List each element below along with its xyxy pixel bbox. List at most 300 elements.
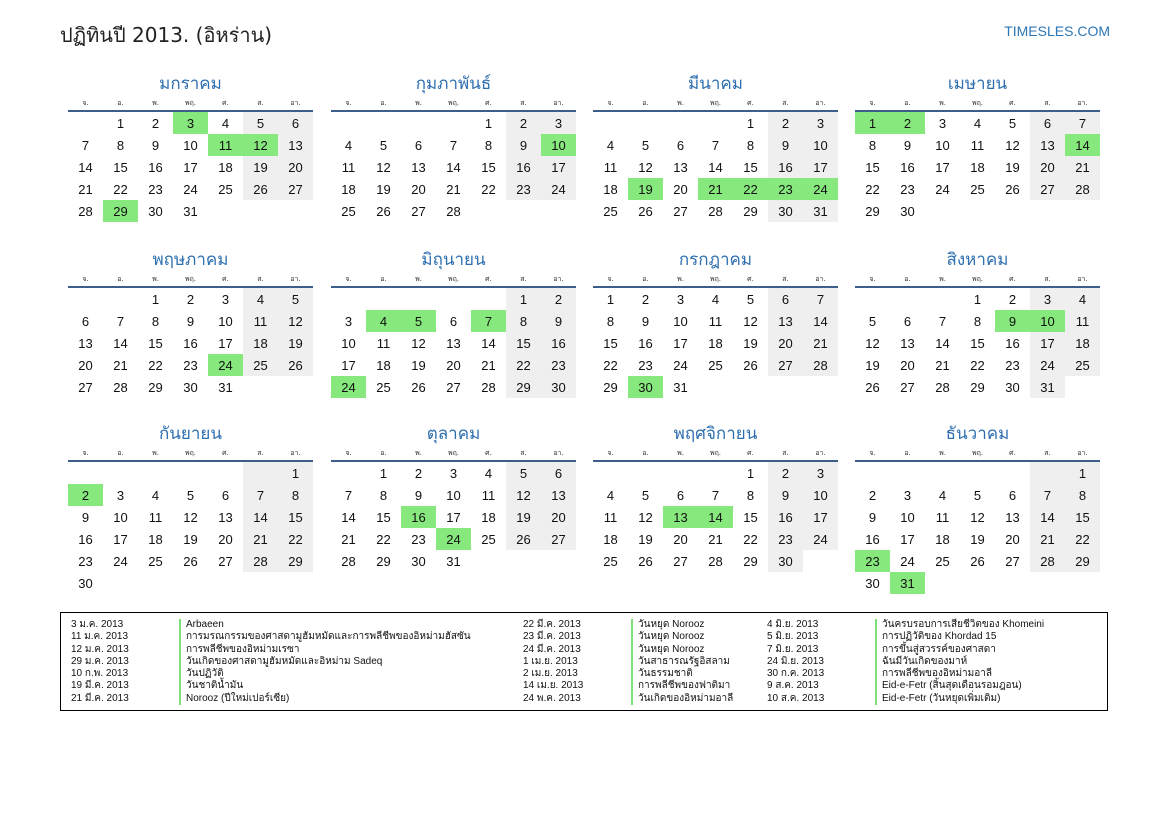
- empty-cell: [960, 462, 995, 484]
- day-cell: 11: [208, 134, 243, 156]
- day-cell: 7: [344, 487, 353, 503]
- holiday-date: 10 ส.ค. 2013: [767, 692, 825, 704]
- day-cell: 22: [743, 531, 758, 547]
- day-cell: 30: [865, 575, 880, 591]
- day-cell: 26: [243, 178, 278, 200]
- day-cell: 11: [148, 509, 163, 525]
- day-cell: 24: [436, 528, 471, 550]
- day-cell: 17: [803, 156, 838, 178]
- day-cell: 8: [973, 313, 982, 329]
- day-grid: [68, 112, 313, 222]
- day-cell: 19: [183, 531, 198, 547]
- month-calendar: [855, 72, 1100, 222]
- day-grid: [855, 462, 1100, 594]
- day-cell: 8: [868, 137, 877, 153]
- holiday-date: 10 ก.พ. 2013: [71, 668, 129, 680]
- day-cell: 26: [638, 203, 653, 219]
- holiday-name: การพลีชีพของอิหม่ามเรซา: [179, 644, 299, 656]
- weekday-label: ศ.: [1009, 449, 1016, 457]
- weekday-label: จ.: [82, 99, 89, 107]
- day-cell: 19: [1005, 159, 1020, 175]
- day-cell: 17: [900, 531, 915, 547]
- site-link[interactable]: TIMESLES.COM: [1004, 23, 1110, 39]
- day-cell: 29: [970, 379, 985, 395]
- day-cell: 21: [341, 531, 356, 547]
- day-cell: 28: [708, 203, 723, 219]
- day-cell: 6: [278, 112, 313, 134]
- day-cell: 22: [865, 181, 880, 197]
- legend-row: [757, 680, 1044, 692]
- day-cell: 19: [278, 332, 313, 354]
- month-calendar: [68, 248, 313, 398]
- day-cell: 20: [446, 357, 461, 373]
- day-cell: 12: [970, 509, 985, 525]
- weekday-label: อ.: [380, 449, 387, 457]
- day-cell: 10: [673, 313, 688, 329]
- day-cell: 7: [243, 484, 278, 506]
- legend-row: [61, 631, 471, 643]
- day-cell: 17: [1030, 332, 1065, 354]
- day-cell: 18: [376, 357, 391, 373]
- month-name: ตุลาคม: [426, 424, 481, 444]
- legend-row: [61, 668, 471, 680]
- day-cell: 11: [481, 487, 496, 503]
- weekday-label: ส.: [257, 275, 264, 283]
- day-cell: 6: [903, 313, 912, 329]
- day-cell: 19: [865, 357, 880, 373]
- day-cell: 18: [218, 159, 233, 175]
- weekday-label: พ.: [152, 99, 159, 107]
- holiday-name: การพลีชีพของฟาติมา: [631, 680, 730, 692]
- day-cell: 6: [1008, 487, 1017, 503]
- day-cell: 3: [449, 465, 458, 481]
- day-cell: 24: [541, 178, 576, 200]
- day-cell: 18: [341, 181, 356, 197]
- empty-cell: [208, 462, 243, 484]
- day-cell: 8: [746, 487, 755, 503]
- holiday-name: การมรณกรรมของศาสดามูฮัมหมัดและการพลีชีพของอิหม่ามฮัสซัน: [179, 631, 471, 643]
- day-cell: 8: [746, 137, 755, 153]
- day-cell: 29: [743, 553, 758, 569]
- weekday-label: อา.: [553, 275, 564, 283]
- legend-row: [61, 693, 471, 705]
- empty-cell: [68, 462, 103, 484]
- weekday-label: อ.: [117, 275, 124, 283]
- day-cell: 16: [865, 531, 880, 547]
- holiday-date: 5 มิ.ย. 2013: [767, 631, 819, 643]
- day-cell: 13: [768, 310, 803, 332]
- month-calendar: [593, 72, 838, 222]
- day-cell: 24: [803, 178, 838, 200]
- empty-cell: [925, 288, 960, 310]
- day-cell: 26: [278, 354, 313, 376]
- day-cell: 3: [221, 291, 230, 307]
- day-cell: 11: [376, 335, 391, 351]
- day-cell: 8: [606, 313, 615, 329]
- day-cell: 23: [638, 357, 653, 373]
- legend-row: [513, 668, 733, 680]
- month-name: มีนาคม: [688, 74, 743, 94]
- day-cell: 23: [506, 178, 541, 200]
- holiday-name: Arbaeen: [179, 619, 224, 631]
- day-cell: 12: [743, 313, 758, 329]
- day-cell: 25: [243, 354, 278, 376]
- day-cell: 14: [698, 506, 733, 528]
- day-cell: 1: [116, 115, 125, 131]
- day-cell: 7: [1065, 112, 1100, 134]
- legend-row: [757, 656, 1044, 668]
- day-cell: 25: [376, 379, 391, 395]
- day-cell: 5: [379, 137, 388, 153]
- day-cell: 5: [401, 310, 436, 332]
- day-cell: 30: [541, 376, 576, 398]
- holiday-name: ฉันมีวันเกิดของมาห์: [875, 656, 967, 668]
- weekday-label: พ.: [415, 99, 422, 107]
- day-cell: 13: [78, 335, 93, 351]
- holiday-date: 4 มิ.ย. 2013: [767, 619, 819, 630]
- day-cell: 25: [603, 553, 618, 569]
- day-cell: 26: [638, 553, 653, 569]
- day-cell: 17: [541, 156, 576, 178]
- day-cell: 3: [803, 112, 838, 134]
- day-cell: 18: [970, 159, 985, 175]
- day-cell: 30: [900, 203, 915, 219]
- weekday-label: พ.: [415, 275, 422, 283]
- weekday-label: จ.: [607, 99, 614, 107]
- empty-cell: [173, 462, 208, 484]
- weekday-header: [593, 446, 838, 462]
- day-cell: 28: [1065, 178, 1100, 200]
- weekday-label: จ.: [607, 275, 614, 283]
- day-cell: 29: [1065, 550, 1100, 572]
- day-cell: 2: [541, 288, 576, 310]
- day-cell: 10: [446, 487, 461, 503]
- empty-cell: [995, 462, 1030, 484]
- month-calendar: [855, 422, 1100, 594]
- day-cell: 29: [743, 203, 758, 219]
- day-cell: 13: [541, 484, 576, 506]
- day-cell: 11: [970, 137, 985, 153]
- day-cell: 20: [673, 531, 688, 547]
- day-cell: 5: [1008, 115, 1017, 131]
- day-cell: 8: [116, 137, 125, 153]
- day-cell: 27: [541, 528, 576, 550]
- weekday-label: ส.: [520, 449, 527, 457]
- weekday-label: ศ.: [485, 275, 492, 283]
- empty-cell: [436, 288, 471, 310]
- weekday-label: อ.: [380, 99, 387, 107]
- day-cell: 22: [148, 357, 163, 373]
- day-cell: 3: [1030, 288, 1065, 310]
- month-name: สิงหาคม: [946, 250, 1009, 270]
- day-cell: 5: [243, 112, 278, 134]
- day-cell: 21: [446, 181, 461, 197]
- weekday-label: พฤ.: [184, 275, 197, 283]
- day-cell: 17: [183, 159, 198, 175]
- day-cell: 14: [341, 509, 356, 525]
- holiday-name: การปฏิวัติของ Khordad 15: [875, 631, 996, 643]
- empty-cell: [890, 462, 925, 484]
- day-cell: 7: [116, 313, 125, 329]
- day-cell: 10: [183, 137, 198, 153]
- weekday-label: จ.: [345, 99, 352, 107]
- weekday-label: อ.: [642, 99, 649, 107]
- weekday-label: ส.: [520, 99, 527, 107]
- day-cell: 8: [506, 310, 541, 332]
- day-cell: 22: [481, 181, 496, 197]
- legend-column: [513, 619, 733, 705]
- day-cell: 24: [935, 181, 950, 197]
- weekday-header: [331, 272, 576, 288]
- day-cell: 30: [768, 550, 803, 572]
- month-name: พฤษภาคม: [152, 250, 229, 270]
- weekday-label: พ.: [939, 449, 946, 457]
- day-cell: 20: [900, 357, 915, 373]
- weekday-label: อ.: [904, 99, 911, 107]
- holiday-date: 23 มี.ค. 2013: [523, 631, 581, 643]
- day-cell: 22: [1065, 528, 1100, 550]
- day-cell: 31: [1030, 376, 1065, 398]
- weekday-label: ส.: [1044, 275, 1051, 283]
- weekday-label: อา.: [290, 99, 301, 107]
- day-cell: 20: [1005, 531, 1020, 547]
- holiday-date: 3 ม.ค. 2013: [71, 619, 124, 630]
- day-cell: 19: [970, 531, 985, 547]
- day-cell: 17: [673, 335, 688, 351]
- day-cell: 30: [183, 379, 198, 395]
- day-cell: 4: [938, 487, 947, 503]
- legend-row: [513, 680, 733, 692]
- holiday-name: วันเกิดของอิหม่ามอาลี: [631, 693, 733, 705]
- weekday-label: อา.: [815, 449, 826, 457]
- day-cell: 8: [484, 137, 493, 153]
- holiday-name: Eid-e-Fetr (วันหยุดเพิ่มเติม): [875, 693, 1000, 705]
- day-cell: 25: [1065, 354, 1100, 376]
- day-cell: 19: [743, 335, 758, 351]
- day-cell: 2: [68, 484, 103, 506]
- day-cell: 20: [768, 332, 803, 354]
- day-cell: 29: [103, 200, 138, 222]
- day-cell: 20: [218, 531, 233, 547]
- day-cell: 7: [1030, 484, 1065, 506]
- day-cell: 2: [868, 487, 877, 503]
- day-cell: 23: [183, 357, 198, 373]
- month-calendar: [68, 422, 313, 594]
- day-cell: 31: [803, 200, 838, 222]
- day-cell: 7: [711, 137, 720, 153]
- day-cell: 25: [481, 531, 496, 547]
- day-cell: 26: [970, 553, 985, 569]
- day-cell: 5: [186, 487, 195, 503]
- day-cell: 10: [541, 134, 576, 156]
- day-cell: 6: [676, 137, 685, 153]
- day-cell: 23: [148, 181, 163, 197]
- weekday-label: พ.: [152, 275, 159, 283]
- weekday-label: จ.: [607, 449, 614, 457]
- legend-row: [61, 680, 471, 692]
- day-cell: 8: [1065, 484, 1100, 506]
- weekday-label: อา.: [1077, 275, 1088, 283]
- day-cell: 13: [278, 134, 313, 156]
- weekday-label: ส.: [782, 449, 789, 457]
- day-cell: 3: [173, 112, 208, 134]
- day-cell: 10: [803, 484, 838, 506]
- day-cell: 18: [243, 332, 278, 354]
- day-cell: 16: [638, 335, 653, 351]
- day-cell: 14: [708, 159, 723, 175]
- month-name: กันยายน: [158, 424, 222, 444]
- weekday-label: พ.: [677, 275, 684, 283]
- empty-cell: [401, 112, 436, 134]
- weekday-label: ศ.: [222, 449, 229, 457]
- day-cell: 20: [278, 156, 313, 178]
- day-cell: 15: [506, 332, 541, 354]
- day-cell: 9: [768, 134, 803, 156]
- day-cell: 28: [78, 203, 93, 219]
- day-cell: 28: [935, 379, 950, 395]
- day-cell: 6: [449, 313, 458, 329]
- day-cell: 1: [151, 291, 160, 307]
- day-cell: 8: [151, 313, 160, 329]
- holiday-name: วันสาธารณรัฐอิสลาม: [631, 656, 730, 668]
- weekday-label: พ.: [415, 449, 422, 457]
- day-cell: 30: [411, 553, 426, 569]
- day-cell: 1: [973, 291, 982, 307]
- day-grid: [68, 288, 313, 398]
- day-cell: 13: [411, 159, 426, 175]
- day-cell: 1: [746, 115, 755, 131]
- empty-cell: [628, 462, 663, 484]
- weekday-header: [331, 96, 576, 112]
- weekday-label: พ.: [677, 99, 684, 107]
- day-cell: 8: [278, 484, 313, 506]
- day-cell: 12: [506, 484, 541, 506]
- day-cell: 26: [183, 553, 198, 569]
- day-cell: 24: [803, 528, 838, 550]
- legend-row: [513, 631, 733, 643]
- empty-cell: [243, 462, 278, 484]
- legend-row: [61, 644, 471, 656]
- day-cell: 4: [484, 465, 493, 481]
- weekday-label: ศ.: [747, 449, 754, 457]
- day-cell: 9: [414, 487, 423, 503]
- empty-cell: [68, 288, 103, 310]
- empty-cell: [593, 462, 628, 484]
- empty-cell: [925, 462, 960, 484]
- day-grid: [331, 112, 576, 222]
- day-cell: 5: [746, 291, 755, 307]
- day-cell: 26: [411, 379, 426, 395]
- holiday-name: วันเกิดของศาสดามูฮัมหมัดและอิหม่าม Sadeq: [179, 656, 382, 668]
- day-cell: 23: [1005, 357, 1020, 373]
- month-name: กุมภาพันธ์: [415, 74, 492, 94]
- weekday-label: อ.: [904, 275, 911, 283]
- weekday-label: พฤ.: [709, 99, 722, 107]
- day-cell: 22: [506, 354, 541, 376]
- weekday-label: ศ.: [222, 275, 229, 283]
- day-cell: 16: [401, 506, 436, 528]
- day-cell: 5: [641, 137, 650, 153]
- weekday-label: อ.: [904, 449, 911, 457]
- day-cell: 27: [1005, 553, 1020, 569]
- day-cell: 15: [743, 159, 758, 175]
- day-cell: 5: [506, 462, 541, 484]
- holiday-name: วันหยุด Norooz: [631, 644, 704, 656]
- day-cell: 18: [603, 181, 618, 197]
- day-cell: 16: [78, 531, 93, 547]
- weekday-label: ส.: [1044, 449, 1051, 457]
- month-calendar: [593, 422, 838, 572]
- day-cell: 14: [803, 310, 838, 332]
- weekday-header: [593, 272, 838, 288]
- holiday-date: 29 ม.ค. 2013: [71, 655, 129, 667]
- day-cell: 21: [243, 528, 278, 550]
- weekday-label: พฤ.: [971, 275, 984, 283]
- weekday-label: ศ.: [485, 99, 492, 107]
- day-cell: 9: [768, 484, 803, 506]
- day-cell: 16: [506, 156, 541, 178]
- day-cell: 28: [1030, 550, 1065, 572]
- day-cell: 13: [1005, 509, 1020, 525]
- holiday-legend: [60, 612, 1108, 711]
- day-cell: 1: [1065, 462, 1100, 484]
- weekday-label: พฤ.: [709, 275, 722, 283]
- day-cell: 16: [1005, 335, 1020, 351]
- day-cell: 16: [541, 332, 576, 354]
- day-cell: 10: [1030, 310, 1065, 332]
- day-cell: 6: [81, 313, 90, 329]
- day-cell: 17: [446, 509, 461, 525]
- day-cell: 1: [506, 288, 541, 310]
- legend-row: [513, 619, 733, 631]
- day-cell: 14: [1065, 134, 1100, 156]
- day-cell: 7: [711, 487, 720, 503]
- weekday-header: [855, 96, 1100, 112]
- weekday-label: อ.: [117, 99, 124, 107]
- day-cell: 7: [803, 288, 838, 310]
- legend-row: [757, 631, 1044, 643]
- day-cell: 11: [603, 159, 618, 175]
- day-cell: 19: [411, 357, 426, 373]
- day-cell: 4: [344, 137, 353, 153]
- holiday-name: วันปฏิวัติ: [179, 668, 224, 680]
- day-cell: 14: [243, 506, 278, 528]
- holiday-date: 11 ม.ค. 2013: [71, 631, 129, 643]
- day-cell: 13: [1030, 134, 1065, 156]
- month-name: เมษายน: [947, 74, 1008, 94]
- weekday-label: อา.: [1077, 99, 1088, 107]
- legend-row: [61, 656, 471, 668]
- weekday-label: จ.: [82, 449, 89, 457]
- day-cell: 3: [803, 462, 838, 484]
- day-cell: 21: [481, 357, 496, 373]
- day-cell: 24: [113, 553, 128, 569]
- legend-row: [757, 644, 1044, 656]
- weekday-label: จ.: [869, 449, 876, 457]
- day-cell: 14: [113, 335, 128, 351]
- empty-cell: [471, 288, 506, 310]
- day-cell: 21: [708, 531, 723, 547]
- day-cell: 11: [603, 509, 618, 525]
- day-grid: [593, 288, 838, 398]
- day-cell: 29: [506, 376, 541, 398]
- day-cell: 13: [446, 335, 461, 351]
- day-cell: 9: [868, 509, 877, 525]
- empty-cell: [890, 288, 925, 310]
- day-cell: 27: [673, 553, 688, 569]
- day-cell: 11: [935, 509, 950, 525]
- day-cell: 2: [641, 291, 650, 307]
